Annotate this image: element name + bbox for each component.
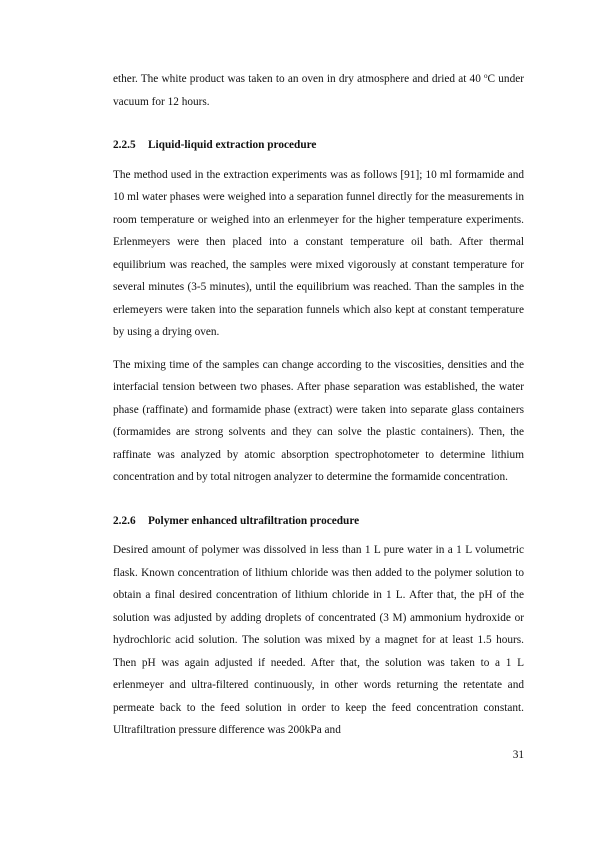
page-body bbox=[113, 68, 524, 742]
section-heading-2-2-6 bbox=[113, 510, 524, 533]
section-title: Liquid-liquid extraction procedure bbox=[148, 139, 317, 151]
intro-paragraph bbox=[113, 68, 524, 113]
degree-superscript: o bbox=[484, 72, 488, 80]
section-title: Polymer enhanced ultrafiltration procedure bbox=[148, 514, 360, 527]
intro-text-end: C under vacuum for 12 hours. bbox=[113, 73, 524, 108]
section-number: 2.2.6 bbox=[113, 514, 136, 527]
paragraph: Desired amount of polymer was dissolved in less than 1 L pure water in a 1 L volumetric flask. Known concentration of lithium chloride was then added to the polymer solution to obtain a final desired concentration of lithium chloride in 1 L. After that, the pH of the solution was adjusted by adding droplets of concentrated (3 M) ammonium hydroxide or hydrochloric acid solution. The solution was mixed by a magnet for at least 1.5 hours. Then pH was again adjusted if needed. After that, the solution was taken to a 1 L erlenmeyer and ultra-filtered continuously, in other words returning the retentate and permeate back to the feed solution in order to keep the feed concentration constant. Ultrafiltration pressure difference was 200kPa and bbox=[113, 544, 524, 736]
paragraph: The method used in the extraction experiments was as follows [91]; 10 ml formamide and 10 ml water phases were weighed into a separation funnel directly for the measurements in room temperature or weighed into an erlenmeyer for the higher temperature experiments. Erlenmeyers were then placed into a constant temperature oil bath. After thermal equilibrium was reached, the samples were mixed vigorously at constant temperature for several minutes (3-5 minutes), until the equilibrium was reached. Than the samples in the erlemeyers were taken into the separation funnels which also kept at constant temperature by using a drying oven. bbox=[113, 168, 524, 338]
paragraph: The mixing time of the samples can change according to the viscosities, densities and the interfacial tension between two phases. After phase separation was established, the water phase (raffinate) and formamide phase (extract) were taken into separate glass containers (formamides are strong solvents and they can solve the plastic containers). Then, the raffinate was analyzed by atomic absorption spectrophotometer to determine lithium concentration and by total nitrogen analyzer to determine the formamide concentration. bbox=[113, 358, 524, 483]
page-number: 31 bbox=[512, 749, 524, 761]
intro-text: ether. The white product was taken to an oven in dry atmosphere and dried at 40 bbox=[113, 73, 485, 85]
section-heading-2-2-5 bbox=[113, 134, 524, 157]
section-number: 2.2.5 bbox=[113, 139, 136, 151]
